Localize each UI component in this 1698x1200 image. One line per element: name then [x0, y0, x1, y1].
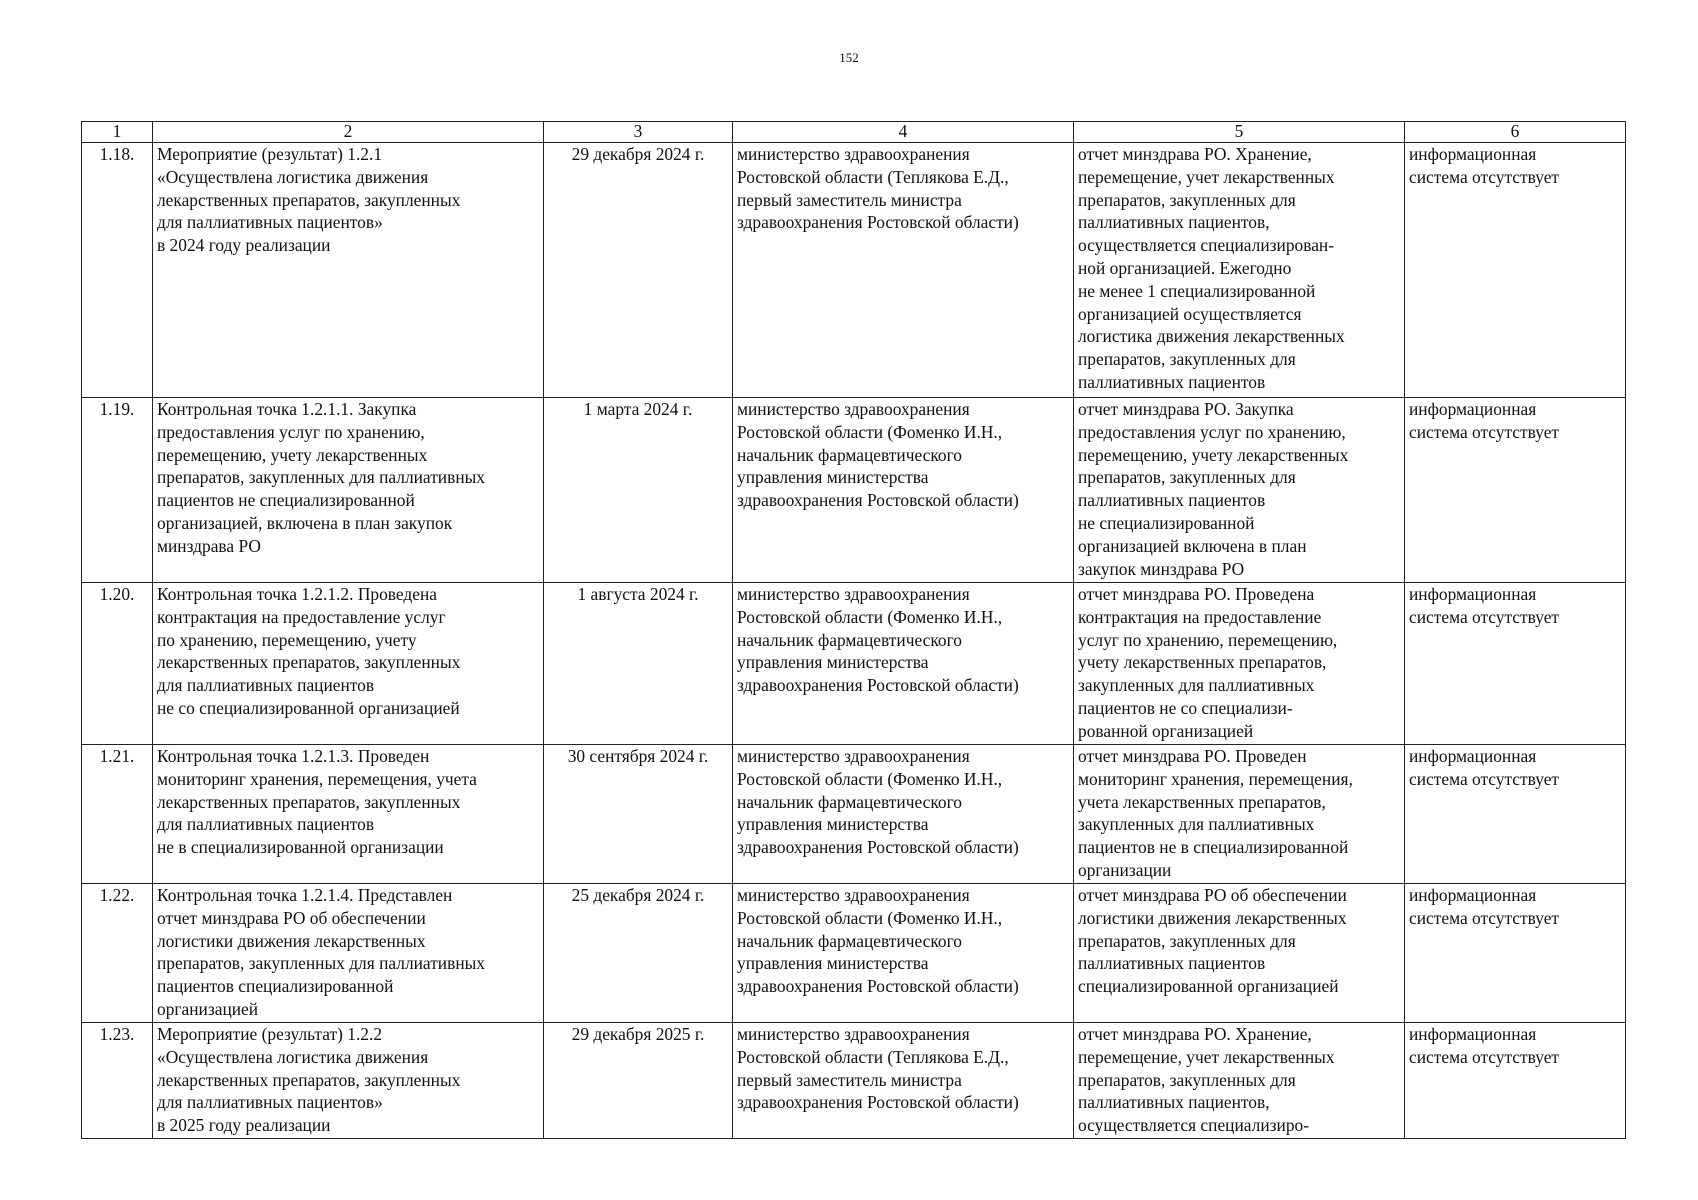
- row-number-cell: 1.20.: [82, 583, 153, 745]
- text-line: паллиативных пациентов,: [1078, 1092, 1270, 1113]
- text-line: информационная: [1409, 746, 1537, 766]
- text-line: не в специализированной организации: [157, 837, 444, 858]
- text-line: система отсутствует: [1409, 606, 1560, 627]
- text-line: лекарственных препаратов, закупленных: [157, 652, 461, 673]
- text-line: министерство здравоохранения: [737, 399, 970, 419]
- text-line: препаратов, закупленных для: [1078, 349, 1296, 370]
- info-system-cell: [1405, 583, 1626, 745]
- text-line: отчет минздрава РО. Хранение,: [1078, 1024, 1312, 1044]
- info-system-cell: [1405, 884, 1626, 1023]
- deadline-cell: 29 декабря 2025 г.: [544, 1023, 733, 1139]
- text-line: Контрольная точка 1.2.1.4. Представлен: [157, 885, 453, 905]
- text-line: для паллиативных пациентов»: [157, 1092, 383, 1113]
- text-line: препаратов, закупленных для паллиативных: [157, 953, 486, 974]
- column-header: 4: [733, 122, 1074, 143]
- text-line: отчет минздрава РО. Хранение,: [1078, 144, 1312, 164]
- document-cell: [1074, 1023, 1405, 1139]
- info-system-cell: [1405, 1023, 1626, 1139]
- text-line: начальник фармацевтического: [737, 930, 962, 951]
- text-line: министерство здравоохранения: [737, 584, 970, 604]
- document-cell: [1074, 884, 1405, 1023]
- text-line: здравоохранения Ростовской области): [737, 490, 1019, 511]
- responsible-cell: [733, 583, 1074, 745]
- text-line: для паллиативных пациентов»: [157, 212, 383, 233]
- text-line: мониторинг хранения, перемещения,: [1078, 768, 1353, 789]
- text-line: логистики движения лекарственных: [157, 930, 426, 951]
- column-header: 2: [153, 122, 544, 143]
- text-line: Мероприятие (результат) 1.2.1: [157, 144, 383, 164]
- deadline-cell: 25 декабря 2024 г.: [544, 884, 733, 1023]
- document-cell: [1074, 398, 1405, 583]
- text-line: отчет минздрава РО об обеспечении: [157, 907, 426, 928]
- event-cell: [153, 398, 544, 583]
- text-line: «Осуществлена логистика движения: [157, 1046, 429, 1067]
- document-cell: [1074, 143, 1405, 398]
- table-row: [82, 1023, 1626, 1139]
- text-line: рованной организацией: [1078, 720, 1254, 741]
- text-line: закупленных для паллиативных: [1078, 675, 1315, 696]
- text-line: организацией включена в план: [1078, 535, 1307, 556]
- page-number: 152: [839, 50, 859, 65]
- text-line: перемещение, учет лекарственных: [1078, 166, 1335, 187]
- text-line: здравоохранения Ростовской области): [737, 675, 1019, 696]
- text-line: информационная: [1409, 885, 1537, 905]
- event-cell: [153, 884, 544, 1023]
- text-line: Ростовской области (Теплякова Е.Д.,: [737, 166, 1009, 187]
- responsible-cell: [733, 745, 1074, 884]
- table-row: [82, 884, 1626, 1023]
- row-number-cell: 1.22.: [82, 884, 153, 1023]
- text-line: организацией, включена в план закупок: [157, 512, 453, 533]
- text-line: система отсутствует: [1409, 421, 1560, 442]
- text-line: первый заместитель министра: [737, 1069, 962, 1090]
- text-line: организацией осуществляется: [1078, 303, 1302, 324]
- deadline-cell: 1 марта 2024 г.: [544, 398, 733, 583]
- plan-table: [81, 121, 1626, 1139]
- text-line: здравоохранения Ростовской области): [737, 837, 1019, 858]
- text-line: отчет минздрава РО. Проведен: [1078, 746, 1307, 766]
- text-line: для паллиативных пациентов: [157, 814, 375, 835]
- text-line: специализированной организацией: [1078, 976, 1339, 997]
- text-line: лекарственных препаратов, закупленных: [157, 791, 461, 812]
- text-line: первый заместитель министра: [737, 189, 962, 210]
- deadline-cell: 29 декабря 2024 г.: [544, 143, 733, 398]
- deadline-cell: 1 августа 2024 г.: [544, 583, 733, 745]
- text-line: не со специализированной организацией: [157, 697, 460, 718]
- text-line: для паллиативных пациентов: [157, 675, 375, 696]
- text-line: Мероприятие (результат) 1.2.2: [157, 1024, 383, 1044]
- text-line: управления министерства: [737, 814, 929, 835]
- text-line: Ростовской области (Фоменко И.Н.,: [737, 421, 1003, 442]
- text-line: препаратов, закупленных для: [1078, 1069, 1296, 1090]
- column-header: 5: [1074, 122, 1405, 143]
- deadline-cell: 30 сентября 2024 г.: [544, 745, 733, 884]
- text-line: мониторинг хранения, перемещения, учета: [157, 768, 477, 789]
- column-header: 3: [544, 122, 733, 143]
- text-line: услуг по хранению, перемещению,: [1078, 629, 1338, 650]
- text-line: министерство здравоохранения: [737, 885, 970, 905]
- text-line: ной организацией. Ежегодно: [1078, 257, 1292, 278]
- text-line: система отсутствует: [1409, 907, 1560, 928]
- text-line: паллиативных пациентов: [1078, 371, 1266, 392]
- text-line: отчет минздрава РО об обеспечении: [1078, 885, 1347, 905]
- responsible-cell: [733, 1023, 1074, 1139]
- text-line: перемещение, учет лекарственных: [1078, 1046, 1335, 1067]
- text-line: в 2025 году реализации: [157, 1115, 331, 1136]
- text-line: начальник фармацевтического: [737, 791, 962, 812]
- text-line: паллиативных пациентов: [1078, 490, 1266, 511]
- text-line: начальник фармацевтического: [737, 444, 962, 465]
- text-line: пациентов не в специализированной: [1078, 837, 1349, 858]
- text-line: пациентов не специализированной: [157, 490, 415, 511]
- text-line: организацией: [157, 998, 259, 1019]
- event-cell: [153, 583, 544, 745]
- text-line: информационная: [1409, 144, 1537, 164]
- column-header: 1: [82, 122, 153, 143]
- text-line: здравоохранения Ростовской области): [737, 1092, 1019, 1113]
- text-line: Контрольная точка 1.2.1.1. Закупка: [157, 399, 417, 419]
- row-number-cell: 1.23.: [82, 1023, 153, 1139]
- text-line: организации: [1078, 859, 1172, 880]
- text-line: начальник фармацевтического: [737, 629, 962, 650]
- table-row: [82, 745, 1626, 884]
- text-line: препаратов, закупленных для: [1078, 189, 1296, 210]
- text-line: препаратов, закупленных для: [1078, 467, 1296, 488]
- text-line: система отсутствует: [1409, 1046, 1560, 1067]
- text-line: предоставления услуг по хранению,: [1078, 421, 1346, 442]
- header-row: [82, 122, 1626, 143]
- text-line: министерство здравоохранения: [737, 144, 970, 164]
- event-cell: [153, 1023, 544, 1139]
- table-row: [82, 398, 1626, 583]
- text-line: минздрава РО: [157, 535, 261, 556]
- text-line: по хранению, перемещению, учету: [157, 629, 417, 650]
- text-line: логистики движения лекарственных: [1078, 907, 1347, 928]
- text-line: Ростовской области (Фоменко И.Н.,: [737, 606, 1003, 627]
- text-line: Ростовской области (Фоменко И.Н.,: [737, 907, 1003, 928]
- text-line: «Осуществлена логистика движения: [157, 166, 429, 187]
- table-row: [82, 143, 1626, 398]
- text-line: Контрольная точка 1.2.1.2. Проведена: [157, 584, 437, 604]
- text-line: осуществляется специализиро-: [1078, 1115, 1310, 1136]
- row-number-cell: 1.19.: [82, 398, 153, 583]
- text-line: в 2024 году реализации: [157, 235, 331, 256]
- text-line: Контрольная точка 1.2.1.3. Проведен: [157, 746, 430, 766]
- text-line: пациентов специализированной: [157, 976, 394, 997]
- text-line: система отсутствует: [1409, 768, 1560, 789]
- text-line: здравоохранения Ростовской области): [737, 212, 1019, 233]
- text-line: учету лекарственных препаратов,: [1078, 652, 1327, 673]
- text-line: контрактация на предоставление услуг: [157, 606, 446, 627]
- text-line: управления министерства: [737, 467, 929, 488]
- text-line: информационная: [1409, 1024, 1537, 1044]
- text-line: информационная: [1409, 584, 1537, 604]
- text-line: здравоохранения Ростовской области): [737, 976, 1019, 997]
- responsible-cell: [733, 143, 1074, 398]
- text-line: управления министерства: [737, 953, 929, 974]
- text-line: закупленных для паллиативных: [1078, 814, 1315, 835]
- row-number-cell: 1.21.: [82, 745, 153, 884]
- text-line: не специализированной: [1078, 512, 1255, 533]
- table-row: [82, 583, 1626, 745]
- event-cell: [153, 745, 544, 884]
- responsible-cell: [733, 884, 1074, 1023]
- text-line: перемещению, учету лекарственных: [1078, 444, 1349, 465]
- text-line: отчет минздрава РО. Закупка: [1078, 399, 1294, 419]
- column-header: 6: [1405, 122, 1626, 143]
- text-line: Ростовской области (Фоменко И.Н.,: [737, 768, 1003, 789]
- text-line: не менее 1 специализированной: [1078, 280, 1316, 301]
- text-line: препаратов, закупленных для: [1078, 930, 1296, 951]
- text-line: Ростовской области (Теплякова Е.Д.,: [737, 1046, 1009, 1067]
- text-line: предоставления услуг по хранению,: [157, 421, 425, 442]
- text-line: паллиативных пациентов,: [1078, 212, 1270, 233]
- text-line: перемещению, учету лекарственных: [157, 444, 428, 465]
- table-body: [82, 143, 1626, 1139]
- text-line: лекарственных препаратов, закупленных: [157, 1069, 461, 1090]
- responsible-cell: [733, 398, 1074, 583]
- document-cell: [1074, 583, 1405, 745]
- event-cell: [153, 143, 544, 398]
- text-line: логистика движения лекарственных: [1078, 326, 1345, 347]
- info-system-cell: [1405, 143, 1626, 398]
- info-system-cell: [1405, 398, 1626, 583]
- text-line: закупок минздрава РО: [1078, 558, 1245, 579]
- text-line: управления министерства: [737, 652, 929, 673]
- info-system-cell: [1405, 745, 1626, 884]
- text-line: осуществляется специализирован-: [1078, 235, 1335, 256]
- row-number-cell: 1.18.: [82, 143, 153, 398]
- text-line: пациентов не со специализи-: [1078, 697, 1293, 718]
- text-line: информационная: [1409, 399, 1537, 419]
- text-line: учета лекарственных препаратов,: [1078, 791, 1326, 812]
- text-line: препаратов, закупленных для паллиативных: [157, 467, 486, 488]
- document-cell: [1074, 745, 1405, 884]
- text-line: министерство здравоохранения: [737, 746, 970, 766]
- text-line: министерство здравоохранения: [737, 1024, 970, 1044]
- text-line: отчет минздрава РО. Проведена: [1078, 584, 1315, 604]
- text-line: паллиативных пациентов: [1078, 953, 1266, 974]
- text-line: система отсутствует: [1409, 166, 1560, 187]
- text-line: лекарственных препаратов, закупленных: [157, 189, 461, 210]
- text-line: контрактация на предоставление: [1078, 606, 1322, 627]
